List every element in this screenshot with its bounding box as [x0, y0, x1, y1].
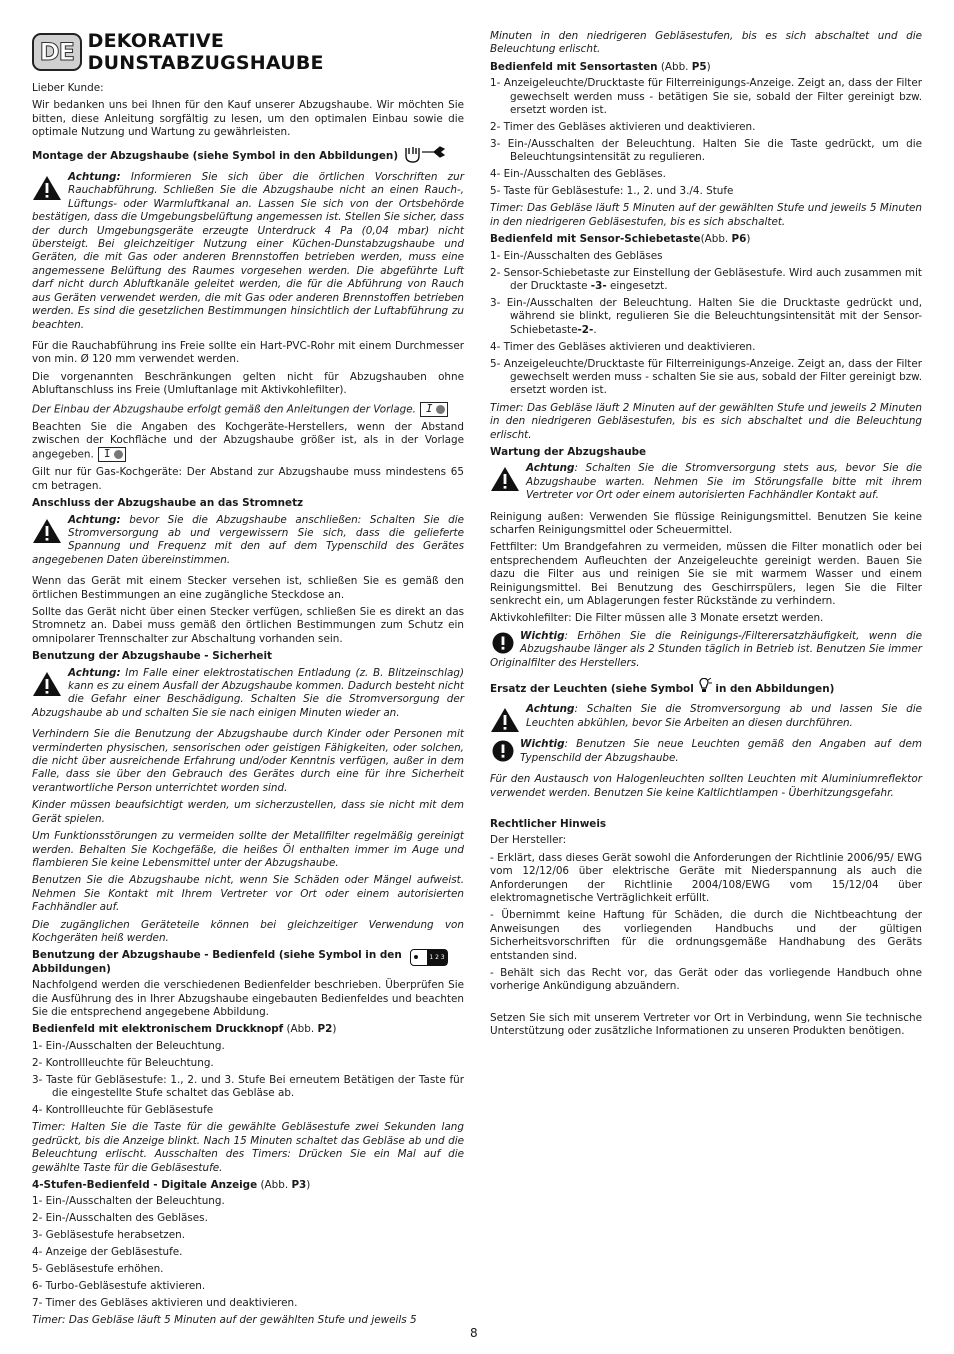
list-item: 1- Ein-/Ausschalten der Beleuchtung. [32, 1039, 225, 1052]
list-item: 6- Turbo-Gebläsestufe aktivieren. [32, 1279, 206, 1292]
paragraph-reinigung: Reinigung außen: Verwenden Sie flüssige Reinigungsmittel. Benutzen Sie keine scharfen Reinigungsmittel oder Scheuermittel. [490, 510, 922, 536]
paragraph-kontakt: Setzen Sie sich mit unserem Vertreter vor Ort in Verbindung, wenn Sie technische Unterstützung oder zusätzliche Informationen zu unseren Produkten benötigen. [490, 1011, 922, 1038]
p3-heading: 4-Stufen-Bedienfeld - Digitale Anzeige (Abb. P3) [32, 1178, 311, 1191]
bedienfeld-heading: Benutzung der Abzugshaube - Bedienfeld (siehe Symbol in den Abbildungen) 1 2 3 [32, 949, 464, 976]
paragraph-einbau: Der Einbau der Abzugshaube erfolgt gemäß den Anleitungen der Vorlage. I [32, 402, 464, 417]
lamp-icon [696, 678, 712, 700]
list-item: 2- Sensor-Schiebetaste zur Einstellung der Gebläsestufe. Wird auch zusammen mit der Drucktaste -3- eingesetzt. [490, 266, 922, 292]
list-item: 1- Ein-/Ausschalten der Beleuchtung. [32, 1195, 225, 1208]
page-title: DEKORATIVE DUNSTABZUGSHAUBE [87, 30, 324, 74]
greeting: Lieber Kunde: [32, 82, 104, 94]
warning-label: Achtung: [68, 171, 121, 184]
paragraph-gas: Gilt nur für Gas-Kochgeräte: Der Abstand zur Abzugshaube muss mindestens 65 cm betragen. [32, 466, 464, 492]
paragraph-halogen: Für den Austausch von Halogenleuchten sollten Leuchten mit Aluminiumreflektor verwendet werden. Benutzen Sie keine Kaltlichtlampen - Überhitzungsgefahr. [490, 773, 922, 799]
strom-heading: Anschluss der Abzugshaube an das Stromnetz [32, 497, 304, 510]
list-item: 2- Ein-/Ausschalten des Gebläses. [32, 1212, 208, 1225]
warning-icon [32, 518, 62, 544]
sicherheit-heading: Benutzung der Abzugshaube - Sicherheit [32, 650, 272, 663]
list-item: 4- Timer des Gebläses aktivieren und deaktivieren. [490, 340, 756, 353]
list-item: 3- Taste für Gebläsestufe: 1., 2. und 3. Stufe Bei erneutem Betätigen der Taste für die eingestellte Stufe schaltet das Gebläse ab. [32, 1073, 464, 1099]
warning-label: Achtung: [68, 513, 121, 526]
list-item: 4- Kontrollleuchte für Gebläsestufe [32, 1103, 214, 1116]
list-item: 4- Anzeige der Gebläsestufe. [32, 1246, 183, 1259]
title-bar [32, 30, 464, 74]
important-text: : Benutzen Sie neue Leuchten gemäß den Angaben auf dem Typenschild der Abzugshaube. [520, 738, 922, 764]
warning-label: Achtung [526, 462, 575, 475]
warning-icon [32, 175, 62, 201]
paragraph-kinder-1: Verhindern Sie die Benutzung der Abzugshaube durch Kinder oder Personen mit verminderten physischen, sensorischen oder geistigen Fähigkeiten, oder solchen, die nicht über ausreichende Erfahrung und/oder Kenntnis verfügen, außer in dem Falle, dass sie über den Gebrauch des Gerätes durch eine für ihre Sicherheit verantwortliche Person unterrichtet worden sind. [32, 728, 464, 794]
paragraph-kinder-2: Kinder müssen beaufsichtigt werden, um sicherzustellen, dass sie nicht mit dem Gerät spielen. [32, 799, 464, 825]
paragraph-aktivkohle: Aktivkohlefilter: Die Filter müssen alle 3 Monate ersetzt werden. [490, 612, 824, 625]
warning-text: bevor Sie die Abzugshaube anschließen: Schalten Sie die Stromversorgung ab und vergewissern Sie sich, dass die gelieferte Spannung und Frequenz mit den auf dem Typenschild des Gerätes angegebenen Daten übereinstimmen. [32, 513, 464, 566]
right-column [490, 30, 922, 1043]
paragraph-direkt: Sollte das Gerät nicht über einen Stecker verfügen, schließen Sie es direkt an das Stromnetz an. Dabei muss gemäß den örtlichen Bestimmungen zum Schutz ein omnipolarer Trennschalter zur Abschaltung vorhanden sein. [32, 606, 464, 645]
paragraph-beschraenkungen: Die vorgenannten Beschränkungen gelten nicht für Abzugshauben ohne Abluftanschluss ins Freie (Umluftanlage mit Aktivkohlefilter). [32, 370, 464, 397]
paragraph-metallfilter: Um Funktionsstörungen zu vermeiden sollte der Metallfilter regelmäßig gereinigt werden. Behalten Sie Kochgefäße, die heißes Öl enthalten immer im Auge und flambieren Sie keine Lebensmittel unter der Abzugshaube. [32, 830, 464, 869]
p6-list [490, 250, 922, 398]
list-item: 7- Timer des Gebläses aktivieren und deaktivieren. [32, 1296, 298, 1309]
p3-timer: Timer: Das Gebläse läuft 5 Minuten auf der gewählten Stufe und jeweils 5 [32, 1314, 417, 1327]
list-item: 3- Gebläsestufe herabsetzen. [32, 1229, 186, 1242]
warning-text: Im Falle einer elektrostatischen Entladung (z. B. Blitzeinschlag) kann es zu einem Ausfall der Abzugshaube kommen. Dadurch besteht nicht die Gefahr einer Beschädigung. Schalten Sie die Stromversorgung der Abzugshaube ab und schalten Sie sie nach einigen Minuten wieder an. [32, 666, 464, 719]
important-text: : Erhöhen Sie die Reinigungs-/Filterersatzhäufigkeit, wenn die Abzugshaube länger als 2 Stunden täglich in Betrieb ist. Benutzen Sie immer Originalfilter des Herstellers. [490, 629, 922, 669]
wichtig-note-1 [490, 630, 922, 674]
paragraph-hersteller: Der Hersteller: [490, 834, 567, 847]
montage-heading: Montage der Abzugshaube (siehe Symbol in den Abbildungen) [32, 144, 464, 168]
important-icon [492, 632, 514, 654]
important-label: Wichtig [520, 629, 565, 642]
p2-list [32, 1040, 464, 1118]
warning-icon [490, 466, 520, 492]
paragraph-rohr: Für die Rauchabführung ins Freie sollte ein Hart-PVC-Rohr mit einem Durchmesser von min. Ø 120 mm verwendet werden. [32, 339, 464, 366]
paragraph-haftung: - Übernimmt keine Haftung für Schäden, die durch die Nichtbeachtung der Anweisungen des vorliegenden Handbuchs und der gültigen Sicherheitsvorschriften für die ordnungsgemäße Handhabung des Geräts entstanden sind. [490, 909, 922, 962]
paragraph-schaeden: Benutzen Sie die Abzugshaube nicht, wenn Sie Schäden oder Mängel aufweist. Nehmen Sie Kontakt mit Ihrem Vertreter vor Ort oder einem autorisierten Fachhändler auf. [32, 874, 464, 914]
p3-timer-continued: Minuten in den niedrigeren Gebläsestufen, bis es sich abschaltet und die Beleuchtung erlischt. [490, 30, 922, 56]
p5-heading: Bedienfeld mit Sensortasten (Abb. P5) [490, 60, 711, 73]
sicherheit-warning [32, 667, 464, 725]
warning-label: Achtung [526, 703, 575, 716]
wartung-warning [490, 462, 922, 506]
montage-warning [32, 171, 464, 336]
p2-heading: Bedienfeld mit elektronischem Druckknopf (Abb. P2) [32, 1023, 337, 1036]
left-column [32, 30, 464, 1332]
p6-timer: Timer: Das Gebläse läuft 2 Minuten auf der gewählten Stufe und jeweils 2 Minuten in den niedrigeren Gebläsestufen, bis es sich abschaltet und die Beleuchtung erlischt. [490, 401, 922, 441]
p5-timer: Timer: Das Gebläse läuft 5 Minuten auf der gewählten Stufe und jeweils 5 Minuten in den niedrigeren Gebläsestufen, bis es sich abschaltet. [490, 202, 922, 228]
list-item: 3- Ein-/Ausschalten der Beleuchtung. Halten Sie die Taste gedrückt, um die Beleuchtungsintensität zu regulieren. [490, 137, 922, 164]
list-item: 2- Timer des Gebläses aktivieren und deaktivieren. [490, 120, 756, 133]
language-badge: DE [32, 33, 82, 71]
tools-icon [404, 144, 446, 168]
list-item: 1- Ein-/Ausschalten des Gebläses [490, 249, 663, 262]
warning-label: Achtung: [68, 666, 121, 679]
p2-timer: Timer: Halten Sie die Taste für die gewählte Gebläsestufe zwei Sekunden lang gedrückt, bis die Anzeige blinkt. Nach 15 Minuten schaltet das Gebläse ab und die Beleuchtung erlischt. Ausschalten des Timers: Drücken Sie ein Mal auf die gewählte Taste für die Gebläsestufe. [32, 1121, 464, 1174]
warning-text: : Schalten Sie die Stromversorgung stets aus, bevor Sie die Abzugshaube warten. Nehmen Sie im Störungsfalle bitte mit ihrem Vertreter vor Ort oder einem autorisierten Fachhändler Kontakt auf. [526, 462, 922, 502]
list-item: 5- Taste für Gebläsestufe: 1., 2. und 3./4. Stufe [490, 185, 734, 198]
paragraph-abstand: Beachten Sie die Angaben des Kochgeräte-Herstellers, wenn der Abstand zwischen der Kochfläche und der Abzugshaube größer ist, als in der Vorlage angegeben. I [32, 420, 464, 461]
list-item: 4- Ein-/Ausschalten des Gebläses. [490, 168, 666, 181]
p6-heading: Bedienfeld mit Sensor-Schiebetaste(Abb. P6) [490, 233, 751, 246]
list-item: 1- Anzeigeleuchte/Drucktaste für Filterreinigungs-Anzeige. Zeigt an, dass der Filter gewechselt werden muss - betätigen Sie sie, sobald der Filter gereinigt bzw. ersetzt worden ist. [490, 77, 922, 117]
list-item: 2- Kontrollleuchte für Beleuchtung. [32, 1056, 214, 1069]
template-symbol-icon: I [98, 447, 126, 462]
warning-icon [490, 707, 520, 733]
paragraph-stecker: Wenn das Gerät mit einem Stecker versehen ist, schließen Sie es gemäß den örtlichen Bestimmungen an eine zugängliche Steckdose an. [32, 575, 464, 601]
control-panel-symbol-icon: 1 2 3 [410, 949, 448, 966]
rechtlicher-hinweis-heading: Rechtlicher Hinweis [490, 817, 607, 830]
list-item: 5- Anzeigeleuchte/Drucktaste für Filterreinigungs-Anzeige. Zeigt an, dass der Filter gewechselt werden muss - schalten Sie sie aus, sobald der Filter gereinigt bzw. ersetzt worden ist. [490, 357, 922, 397]
paragraph-recht: - Behält sich das Recht vor, das Gerät oder das vorliegende Handbuch ohne vorherige Ankündigung abzuändern. [490, 966, 922, 993]
important-label: Wichtig [520, 738, 565, 751]
template-symbol-icon: I [420, 402, 448, 417]
leuchten-heading: Ersatz der Leuchten (siehe Symbol in den Abbildungen) [490, 678, 922, 700]
paragraph-erklaert: - Erklärt, dass dieses Gerät sowohl die Anforderungen der Richtlinie 2006/95/ EWG vom 12/12/06 über elektrische Geräte mit Niederspannung als auch die Anforderungen der Richtlinie 2004/108/EWG vom 15/12/04 über elektromagnetische Verträglichkeit erfüllt. [490, 851, 922, 904]
paragraph-nachfolgend: Nachfolgend werden die verschiedenen Bedienfelder beschrieben. Überprüfen Sie die Ausführung des in Ihrer Abzugshaube eingebauten Bedienfeldes und beachten Sie die entsprechend angegebene Abbildung. [32, 979, 464, 1018]
intro-paragraph: Wir bedanken uns bei Ihnen für den Kauf unserer Abzugshaube. Wir möchten Sie bitten, diese Anleitung sorgfältig zu lesen, um den optimalen Einbau sowie die optimale Nutzung und Wartung zu gewährleisten. [32, 99, 464, 139]
leuchten-warning [490, 703, 922, 734]
paragraph-fettfilter: Fettfilter: Um Brandgefahren zu vermeiden, müssen die Filter monatlich oder bei entsprechendem Aufleuchten der Anzeigeleuchte gereinigt werden. Bauen Sie dazu die Filter aus und reinigen Sie sie mit warmem Wasser und einem Reinigungsmittel. Bei Benutzung des Geschirrspülers, legen Sie die Filter senkrecht ein, um Ablagerungen fester Rückstände zu verhindern. [490, 541, 922, 608]
p3-list [32, 1195, 464, 1310]
strom-warning [32, 514, 464, 572]
list-item: 3- Ein-/Ausschalten der Beleuchtung. Halten Sie die Drucktaste gedrückt und, während sie blinkt, regulieren Sie die Beleuchtungsintensität mit der Sensor-Schiebetaste-2-. [490, 296, 922, 336]
p5-list [490, 77, 922, 198]
wartung-heading: Wartung der Abzugshaube [490, 445, 647, 458]
warning-text: : Schalten Sie die Stromversorgung ab und lassen Sie die Leuchten abkühlen, bevor Sie Arbeiten an diesen durchführen. [526, 703, 922, 729]
list-item: 5- Gebläsestufe erhöhen. [32, 1262, 164, 1275]
warning-text: Informieren Sie sich über die örtlichen Vorschriften zur Rauchabführung. Schließen Sie die Abzugshaube nicht an einen Rauch-, Lüftungs- oder Warmluftkanal an. Lassen Sie sich von der Ortsbehörde bestätigen, dass die Umgebungsbelüftung angemessen ist. Stellen Sie sicher, dass der durch Umgebungsgeräte erzeugte Unterdruck 4 Pa (0,04 mbar) nicht übersteigt. Bei gleichzeitiger Nutzung einer Küchen-Dunstabzugshaube und Geräten, die mit Gas oder anderen Brennstoffen betrieben werden, muss eine angemessene Belüftung des Raumes vorgesehen werden. Die abgeführte Luft darf nicht durch Abluftkanäle geleitet werden, die für die Abführung von Rauch aus Geräten verwendet werden, die mit Gas oder anderen Brennstoffen betrieben werden. Es sind die gesetzlichen Bestimmungen hinsichtlich der Luftabführung zu beachten. [32, 171, 464, 331]
wichtig-note-2 [490, 738, 922, 769]
paragraph-heiss: Die zugänglichen Geräteteile können bei gleichzeitiger Verwendung von Kochgeräten heiß werden. [32, 918, 464, 944]
page-number: 8 [470, 1326, 478, 1340]
important-icon [492, 740, 514, 762]
warning-icon [32, 671, 62, 697]
